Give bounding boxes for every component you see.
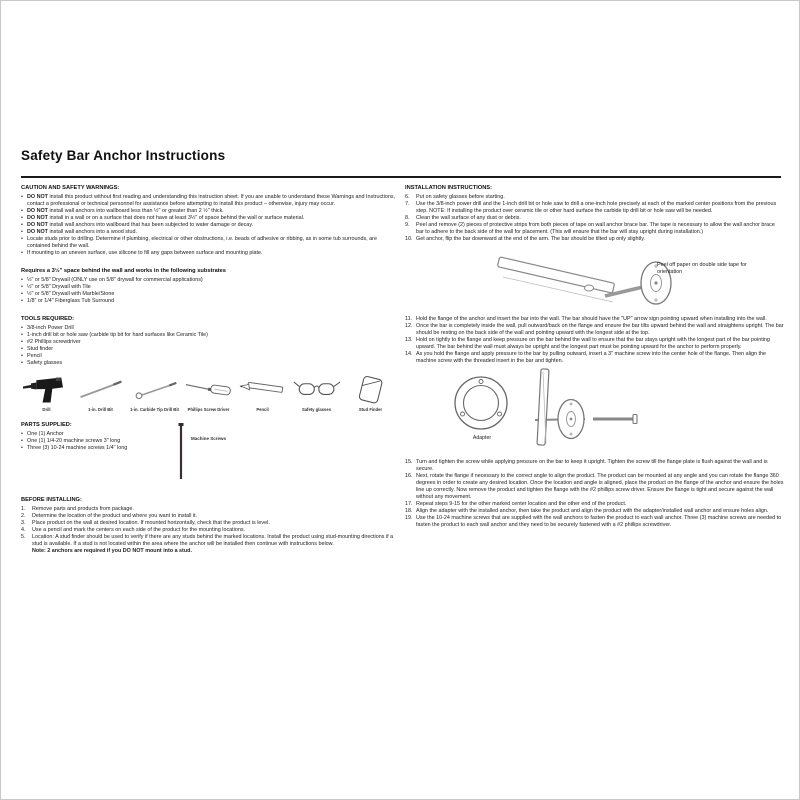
title-divider <box>21 176 781 178</box>
before-installing-section <box>21 497 400 555</box>
list-text: Use the 3/8-inch power drill and the 1-inch drill bit or hole saw to drill a one-inch hole precisely at each of the marked center positions from the previous step. NOTE: If installing the product over ceramic tile or other hard surface the carbide tip drill bit or hole saw will be needed. <box>416 200 777 214</box>
list-text: DO NOT install this product without first reading and understanding this instruction sheet. If you are unable to understand these Warnings and Instructions, contact a professional or technical personnel for assistance before attempting to install this product – otherwise, injury may occur. <box>27 193 396 207</box>
substrate-item <box>21 298 400 305</box>
list-marker: 4. <box>21 527 26 534</box>
list-text: ½" or 5/8" Drywall (ONLY use on 5/8" drywall for commercial applications) <box>27 276 203 283</box>
list-marker: 12. <box>405 323 413 330</box>
list-marker: 3. <box>21 520 26 527</box>
caution-item <box>21 208 400 215</box>
installation-steps-15-19 <box>405 459 784 529</box>
substrates-heading: Requires a 3½" space behind the wall and works in the following substrates <box>21 268 226 275</box>
caution-item <box>21 222 400 229</box>
install-step <box>405 316 784 323</box>
machine-screw-figure <box>174 422 226 485</box>
list-text: DO NOT install wall anchors into a wood stud. <box>27 228 137 235</box>
before-installing-heading: BEFORE INSTALLING: <box>21 497 82 504</box>
list-text: #2 Phillips screwdriver <box>27 338 81 345</box>
list-text: Stud finder <box>27 345 54 352</box>
list-text: Peel and remove (2) pieces of protective strips from both pieces of tape on wall anchor brace bar. The tape is necessary to allow the wall anchor brace bar to adhere to the back side of the wall for placement. (This will ensure that the bar will stay upright during installation.) <box>416 221 775 235</box>
list-text: Remove parts and products from package. <box>32 506 134 513</box>
substrate-item <box>21 284 400 291</box>
list-marker: 9. <box>405 221 410 228</box>
caution-list <box>21 194 400 257</box>
installation-heading: INSTALLATION INSTRUCTIONS: <box>405 185 492 191</box>
before-step <box>21 513 400 520</box>
list-text: Three (3) 10-24 machine screws 1/4" long <box>27 445 128 452</box>
part-item <box>21 445 156 452</box>
list-text: 1/8" or 1/4" Fiberglass Tub Surround <box>27 298 115 304</box>
adapter-label: Adapter <box>472 435 492 442</box>
list-marker: • <box>21 283 23 290</box>
list-marker: 2. <box>21 513 26 520</box>
carbide-bit-label: 1-in. Carbide Tip Drill Bit <box>130 407 179 413</box>
drill-label: Drill <box>42 407 51 413</box>
pencil-figure <box>237 374 288 412</box>
list-marker: • <box>21 193 23 200</box>
drill-icon <box>21 374 72 406</box>
drill-bit-icon <box>75 374 126 406</box>
tools-heading: TOOLS REQUIRED: <box>21 316 74 323</box>
list-marker: 16. <box>405 473 413 480</box>
list-marker: • <box>21 298 23 304</box>
list-marker: 1. <box>21 506 26 513</box>
list-marker: 5. <box>21 534 26 541</box>
tool-item <box>21 325 400 332</box>
list-marker: • <box>21 431 23 438</box>
stud-finder-label: Stud Finder <box>358 407 383 413</box>
anchor-orientation-figure <box>405 248 784 312</box>
stud-finder-icon <box>345 374 396 406</box>
screwdriver-figure <box>183 374 234 412</box>
install-step <box>405 194 784 201</box>
list-marker: • <box>21 360 23 366</box>
install-step <box>405 459 784 473</box>
screwdriver-icon <box>183 374 234 406</box>
list-text: Clean the wall surface of any dust or debris. <box>416 214 521 221</box>
tools-illustrations <box>21 374 400 412</box>
list-text: ½" or 5/8" Drywall with Marble/Stone <box>27 290 115 297</box>
pencil-icon <box>237 374 288 406</box>
install-step <box>405 515 784 529</box>
list-text: Pencil <box>27 352 42 359</box>
list-text: Use the 10-24 machine screws that are supplied with the wall anchors to fasten the product to each wall anchor. Three (3) machine screws are needed to fasten the product to each wall anchor and they need to be securely fastened with a #2 phillips screwdriver. <box>416 515 782 529</box>
list-text: DO NOT install wall anchors into wallboard that has been subjected to water damage or decay. <box>27 221 254 228</box>
list-marker: • <box>21 250 23 257</box>
tool-item <box>21 360 400 367</box>
list-marker: • <box>21 276 23 283</box>
list-marker: 19. <box>405 515 413 522</box>
installation-section <box>405 185 784 243</box>
substrates-list <box>21 277 400 305</box>
list-marker: • <box>21 207 23 214</box>
list-marker: • <box>21 324 23 331</box>
list-text: Get anchor, flip the bar downward at the end of the arm. The bar should be tilted up only slightly. <box>416 236 646 242</box>
install-step <box>405 323 784 337</box>
install-step <box>405 236 784 243</box>
list-marker: • <box>21 331 23 338</box>
drill-bit-figure <box>75 374 126 412</box>
pencil-label: Pencil <box>256 407 269 413</box>
list-marker: 11. <box>405 316 413 323</box>
caution-heading: CAUTION AND SAFETY WARNINGS: <box>21 185 120 191</box>
before-step <box>21 520 400 527</box>
safety-glasses-icon <box>291 374 342 406</box>
tool-item <box>21 339 400 346</box>
install-step <box>405 337 784 351</box>
safety-glasses-label: Safety glasses <box>301 407 332 413</box>
list-marker: 18. <box>405 508 413 515</box>
before-installing-steps <box>21 506 400 555</box>
install-step <box>405 473 784 501</box>
list-marker: • <box>21 345 23 352</box>
install-step <box>405 508 784 515</box>
list-text: Location: A stud finder should be used to verify if there are any studs behind the marked locations. Install the product using stud-mounting directions if a stud is available. If a stud is not located within the area where the anchor will be installed then continue with instructions below. Note: 2 anchors are required if you DO NOT mount into a stud. <box>32 534 400 555</box>
safety-glasses-figure <box>291 374 342 412</box>
install-step <box>405 222 784 236</box>
install-step <box>405 351 784 365</box>
list-text: Next, rotate the flange if necessary to the correct angle to align the product. The product can be mounted at any angle and you can rotate the flange 360 degrees in order to create any desired location. Once the location and angle is aligned, place the product on the flange of the anchor and ensure the holes line up correctly. Now remove the product and tighten the flange with the #2 phillips screw driver. Ensure the flange is tight and secure against the wall without any movement. <box>416 473 784 501</box>
list-marker: 10. <box>405 236 413 242</box>
installation-steps-11-14 <box>405 316 784 365</box>
list-text: One (1) Anchor <box>27 431 64 438</box>
part-item <box>21 431 156 438</box>
list-marker: • <box>21 290 23 297</box>
tools-section <box>21 316 400 367</box>
install-step <box>405 215 784 222</box>
list-text: ½" or 5/8" Drywall with Tile <box>27 283 91 290</box>
parts-list <box>21 431 156 452</box>
machine-screw-label: Machine Screws <box>191 436 227 442</box>
list-marker: • <box>21 214 23 221</box>
tools-list <box>21 325 400 367</box>
machine-screw-icon <box>174 422 188 485</box>
carbide-bit-figure <box>129 374 180 412</box>
substrate-item <box>21 277 400 284</box>
list-marker: • <box>21 438 23 445</box>
anchor-bar-illustration <box>493 248 703 310</box>
adapter-illustration <box>443 373 519 435</box>
list-text: As you hold the flange and apply pressure to the bar by pulling outward, insert a 3" machine screw into the center hole of the flange. Then align the machine screw with the threaded insert in the bar and tighten. <box>416 351 767 365</box>
note-text: Note: 2 anchors are required if you DO NOT mount into a stud. <box>32 548 192 555</box>
installed-anchor-illustration <box>523 367 643 451</box>
left-column <box>21 185 400 555</box>
install-step <box>405 501 784 508</box>
list-marker: 13. <box>405 337 413 344</box>
list-text: Put on safety glasses before starting. <box>416 193 505 200</box>
list-marker: 15. <box>405 459 413 466</box>
list-marker: • <box>21 445 23 452</box>
list-text: DO NOT install wall anchors into wallboard less than ½" or greater than 2 ½" thick. <box>27 207 224 214</box>
list-marker: 17. <box>405 501 413 508</box>
parts-section <box>21 422 400 485</box>
caution-item <box>21 250 400 257</box>
list-marker: 14. <box>405 351 413 358</box>
list-text: If mounting to an uneven surface, use silicone to fill any gaps between surface and mounting plate. <box>27 250 263 257</box>
right-column <box>405 185 784 529</box>
parts-heading: PARTS SUPPLIED: <box>21 422 72 429</box>
list-marker: • <box>21 228 23 235</box>
page-title: Safety Bar Anchor Instructions <box>21 148 226 163</box>
before-step <box>21 527 400 534</box>
drill-figure <box>21 374 72 412</box>
screwdriver-label: Phillips Screw Driver <box>187 407 230 413</box>
list-text: Hold the flange of the anchor and insert the bar into the wall. The bar should have the "UP" arrow sign pointing upward when installing into the wall. <box>416 316 767 323</box>
part-item <box>21 438 156 445</box>
carbide-bit-icon <box>129 374 180 406</box>
list-text: Locate studs prior to drilling. Determine if plumbing, electrical or other obstructions, i.e. beads of adhesive or ribbing, as in some tub surrounds, are contained behind the wall. <box>27 236 377 250</box>
list-text: 1-inch drill bit or hole saw (carbide tip bit for hard surfaces like Ceramic Tile) <box>27 331 208 338</box>
caution-item <box>21 194 400 208</box>
list-marker: 7. <box>405 200 410 207</box>
list-text: Place product on the wall at desired location. If mounted horizontally, check that the product is level. <box>32 520 270 527</box>
list-text: Safety glasses <box>27 360 63 366</box>
substrate-item <box>21 291 400 298</box>
list-text: Hold on tightly to the flange and keep pressure on the bar behind the wall to ensure that the bar stays upright with the longest part of the bar pointing upward. The bar behind the wall must always be upright and the longest part must be pointing upward for the anchor to perform properly. <box>416 337 770 351</box>
caution-item <box>21 236 400 250</box>
list-text: 3/8-inch Power Drill <box>27 324 74 331</box>
list-text: Once the bar is completely inside the wall, pull outward/back on the flange and ensure the bar tilts upward behind the wall and straightens upright. The bar should be resting on the back side of the wall and pointing upward with the longest side at the top. <box>416 323 784 337</box>
stud-finder-figure <box>345 374 396 412</box>
installation-steps-6-10 <box>405 194 784 243</box>
list-marker: • <box>21 338 23 345</box>
list-text: Align the adapter with the installed anchor, then take the product and align the product with the adapter/installed wall anchor and ensure holes align. <box>416 508 769 515</box>
caution-item <box>21 215 400 222</box>
list-text: Turn and tighten the screw while applying pressure on the bar to keep it upright. Tighten the screw till the flange plate is flush against the wall and is secure. <box>416 459 768 473</box>
caution-item <box>21 229 400 236</box>
list-text: Use a pencil and mark the centers on each side of the product for the mounting locations. <box>32 527 246 534</box>
list-marker: • <box>21 221 23 228</box>
before-step <box>21 506 400 513</box>
adapter-and-anchor-figure <box>405 367 784 455</box>
list-marker: • <box>21 352 23 359</box>
list-marker: • <box>21 236 23 242</box>
list-text: Repeat steps 9-15 for the other marked center location and the other end of the product. <box>416 501 627 508</box>
caution-section <box>21 185 400 257</box>
tool-item <box>21 332 400 339</box>
list-marker: 8. <box>405 214 410 221</box>
substrates-section <box>21 268 400 305</box>
install-step <box>405 201 784 215</box>
drill-bit-label: 1-in. Drill Bit <box>88 407 113 413</box>
tool-item <box>21 353 400 360</box>
list-text: One (1) 1/4-20 machine screws 3" long <box>27 438 121 445</box>
peel-tape-label: Peel off paper on double side tape for orientation <box>657 262 747 276</box>
before-step <box>21 534 400 555</box>
tool-item <box>21 346 400 353</box>
list-text: DO NOT install in a wall or on a surface that does not have at least 3½" of space behind the wall or surface material. <box>27 214 305 221</box>
list-marker: 6. <box>405 193 410 200</box>
list-text: Determine the location of the product and where you want to install it. <box>32 513 198 520</box>
